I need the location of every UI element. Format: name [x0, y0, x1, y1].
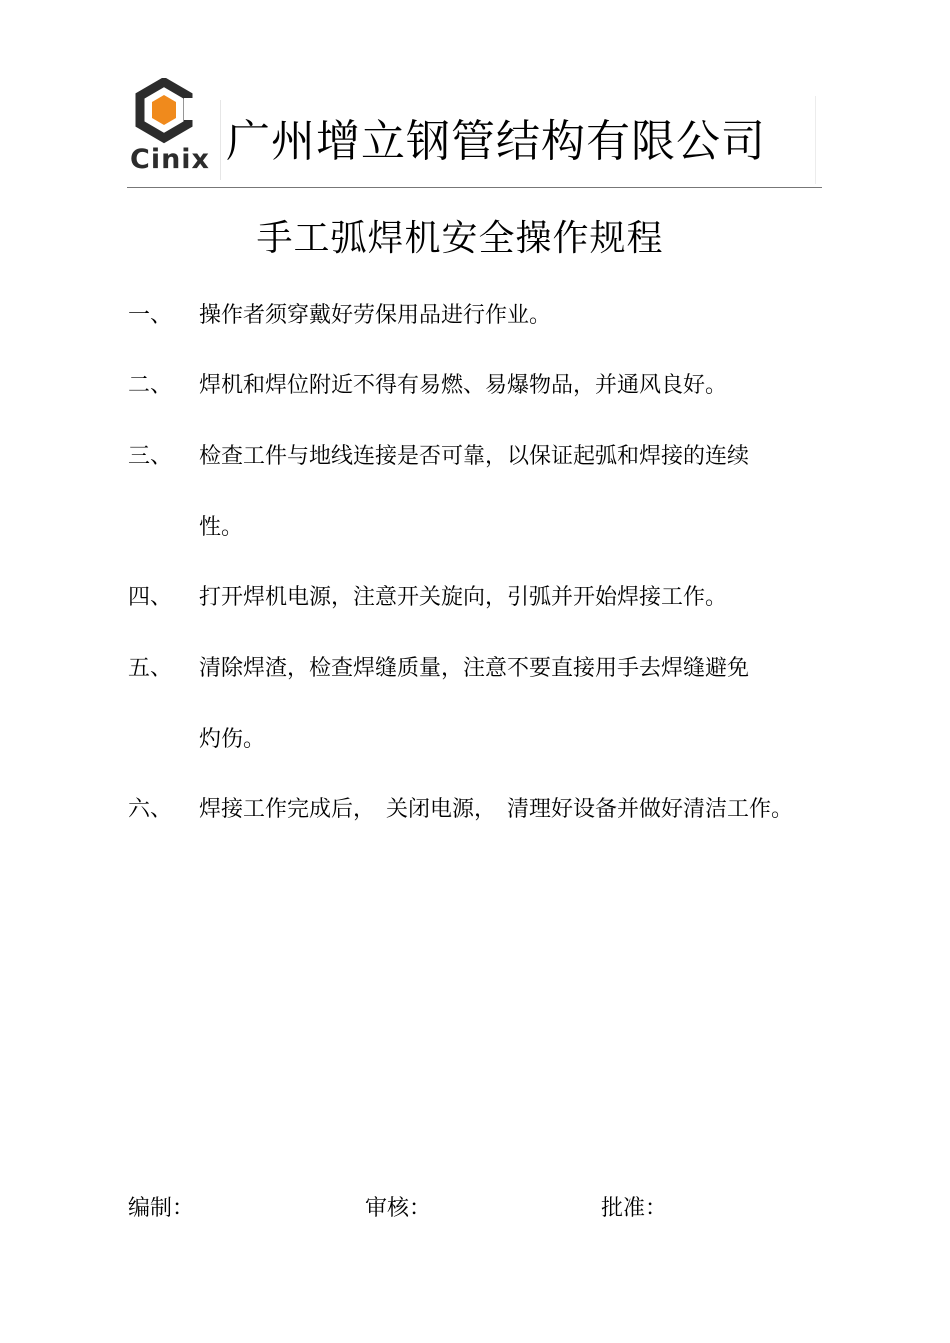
- item-text: 打开焊机电源，注意开关旋向，引弧并开始焊接工作。: [199, 585, 728, 610]
- item-text: 焊机和焊位附近不得有易燃、易爆物品，并通风良好。: [199, 373, 728, 398]
- reviewed-by-label: 审核：: [365, 1196, 432, 1221]
- approved-by-label: 批准：: [601, 1196, 668, 1221]
- item-number: 二、: [128, 373, 173, 398]
- item-number: 四、: [128, 585, 173, 610]
- item-number: 三、: [128, 444, 173, 469]
- header-rule: [127, 187, 822, 188]
- item-text: 检查工件与地线连接是否可靠，以保证起弧和焊接的连续: [199, 444, 750, 469]
- company-name: 广州增立钢管结构有限公司: [226, 116, 766, 167]
- prepared-by-label: 编制：: [128, 1196, 195, 1221]
- item-text-continuation: 灼伤。: [199, 727, 266, 752]
- cinix-hexagon-icon: [132, 78, 214, 144]
- item-number: 一、: [128, 303, 173, 328]
- item-text: 焊接工作完成后， 关闭电源， 清理好设备并做好清洁工作。: [199, 797, 794, 822]
- item-number: 六、: [128, 797, 173, 822]
- header-divider-right: [815, 96, 816, 184]
- item-text-continuation: 性。: [199, 515, 244, 540]
- document-title: 手工弧焊机安全操作规程: [256, 218, 664, 259]
- header-divider: [220, 100, 221, 180]
- item-number: 五、: [128, 656, 173, 681]
- item-text: 清除焊渣，检查焊缝质量，注意不要直接用手去焊缝避免: [199, 656, 750, 681]
- logo-wordmark: Cinix: [130, 144, 210, 175]
- item-text: 操作者须穿戴好劳保用品进行作业。: [199, 303, 552, 328]
